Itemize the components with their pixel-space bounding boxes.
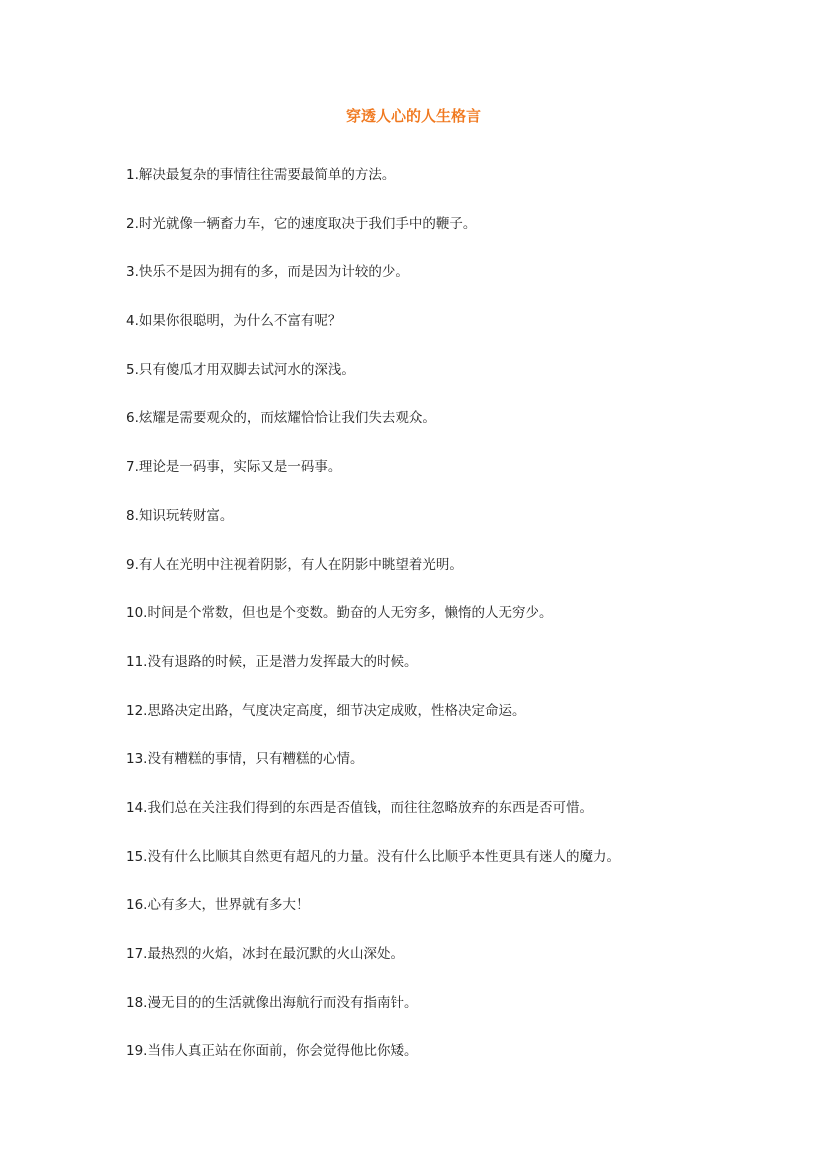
list-item: 9.有人在光明中注视着阴影，有人在阴影中眺望着光明。 [126, 556, 463, 573]
list-item: 11.没有退路的时候，正是潜力发挥最大的时候。 [126, 653, 418, 670]
list-item: 15.没有什么比顺其自然更有超凡的力量。没有什么比顺乎本性更具有迷人的魔力。 [126, 848, 620, 865]
list-item: 1.解决最复杂的事情往往需要最简单的方法。 [126, 167, 396, 183]
quote-list [126, 164, 806, 1089]
list-item: 4.如果你很聪明，为什么不富有呢？ [126, 313, 342, 330]
list-item: 18.漫无目的的生活就像出海航行而没有指南针。 [126, 994, 418, 1011]
list-item: 19.当伟人真正站在你面前，你会觉得他比你矮。 [126, 1043, 418, 1060]
list-item: 3.快乐不是因为拥有的多，而是因为计较的少。 [126, 264, 409, 281]
list-item: 16.心有多大，世界就有多大！ [126, 897, 310, 914]
list-item: 12.思路决定出路，气度决定高度，细节决定成败，性格决定命运。 [126, 702, 526, 719]
list-item: 10.时间是个常数，但也是个变数。勤奋的人无穷多，懒惰的人无穷少。 [126, 605, 553, 622]
list-item: 7.理论是一码事，实际又是一码事。 [126, 459, 342, 476]
list-item: 6.炫耀是需要观众的，而炫耀恰恰让我们失去观众。 [126, 410, 436, 427]
list-item: 14.我们总在关注我们得到的东西是否值钱，而往往忽略放弃的东西是否可惜。 [126, 799, 593, 816]
list-item: 2.时光就像一辆畜力车，它的速度取决于我们手中的鞭子。 [126, 215, 477, 232]
list-item: 5.只有傻瓜才用双脚去试河水的深浅。 [126, 361, 355, 378]
list-item: 13.没有糟糕的事情，只有糟糕的心情。 [126, 751, 364, 768]
list-item: 17.最热烈的火焰，冰封在最沉默的火山深处。 [126, 946, 404, 962]
list-item: 8.知识玩转财富。 [126, 507, 234, 524]
page-title: 穿透人心的人生格言 [345, 107, 481, 125]
